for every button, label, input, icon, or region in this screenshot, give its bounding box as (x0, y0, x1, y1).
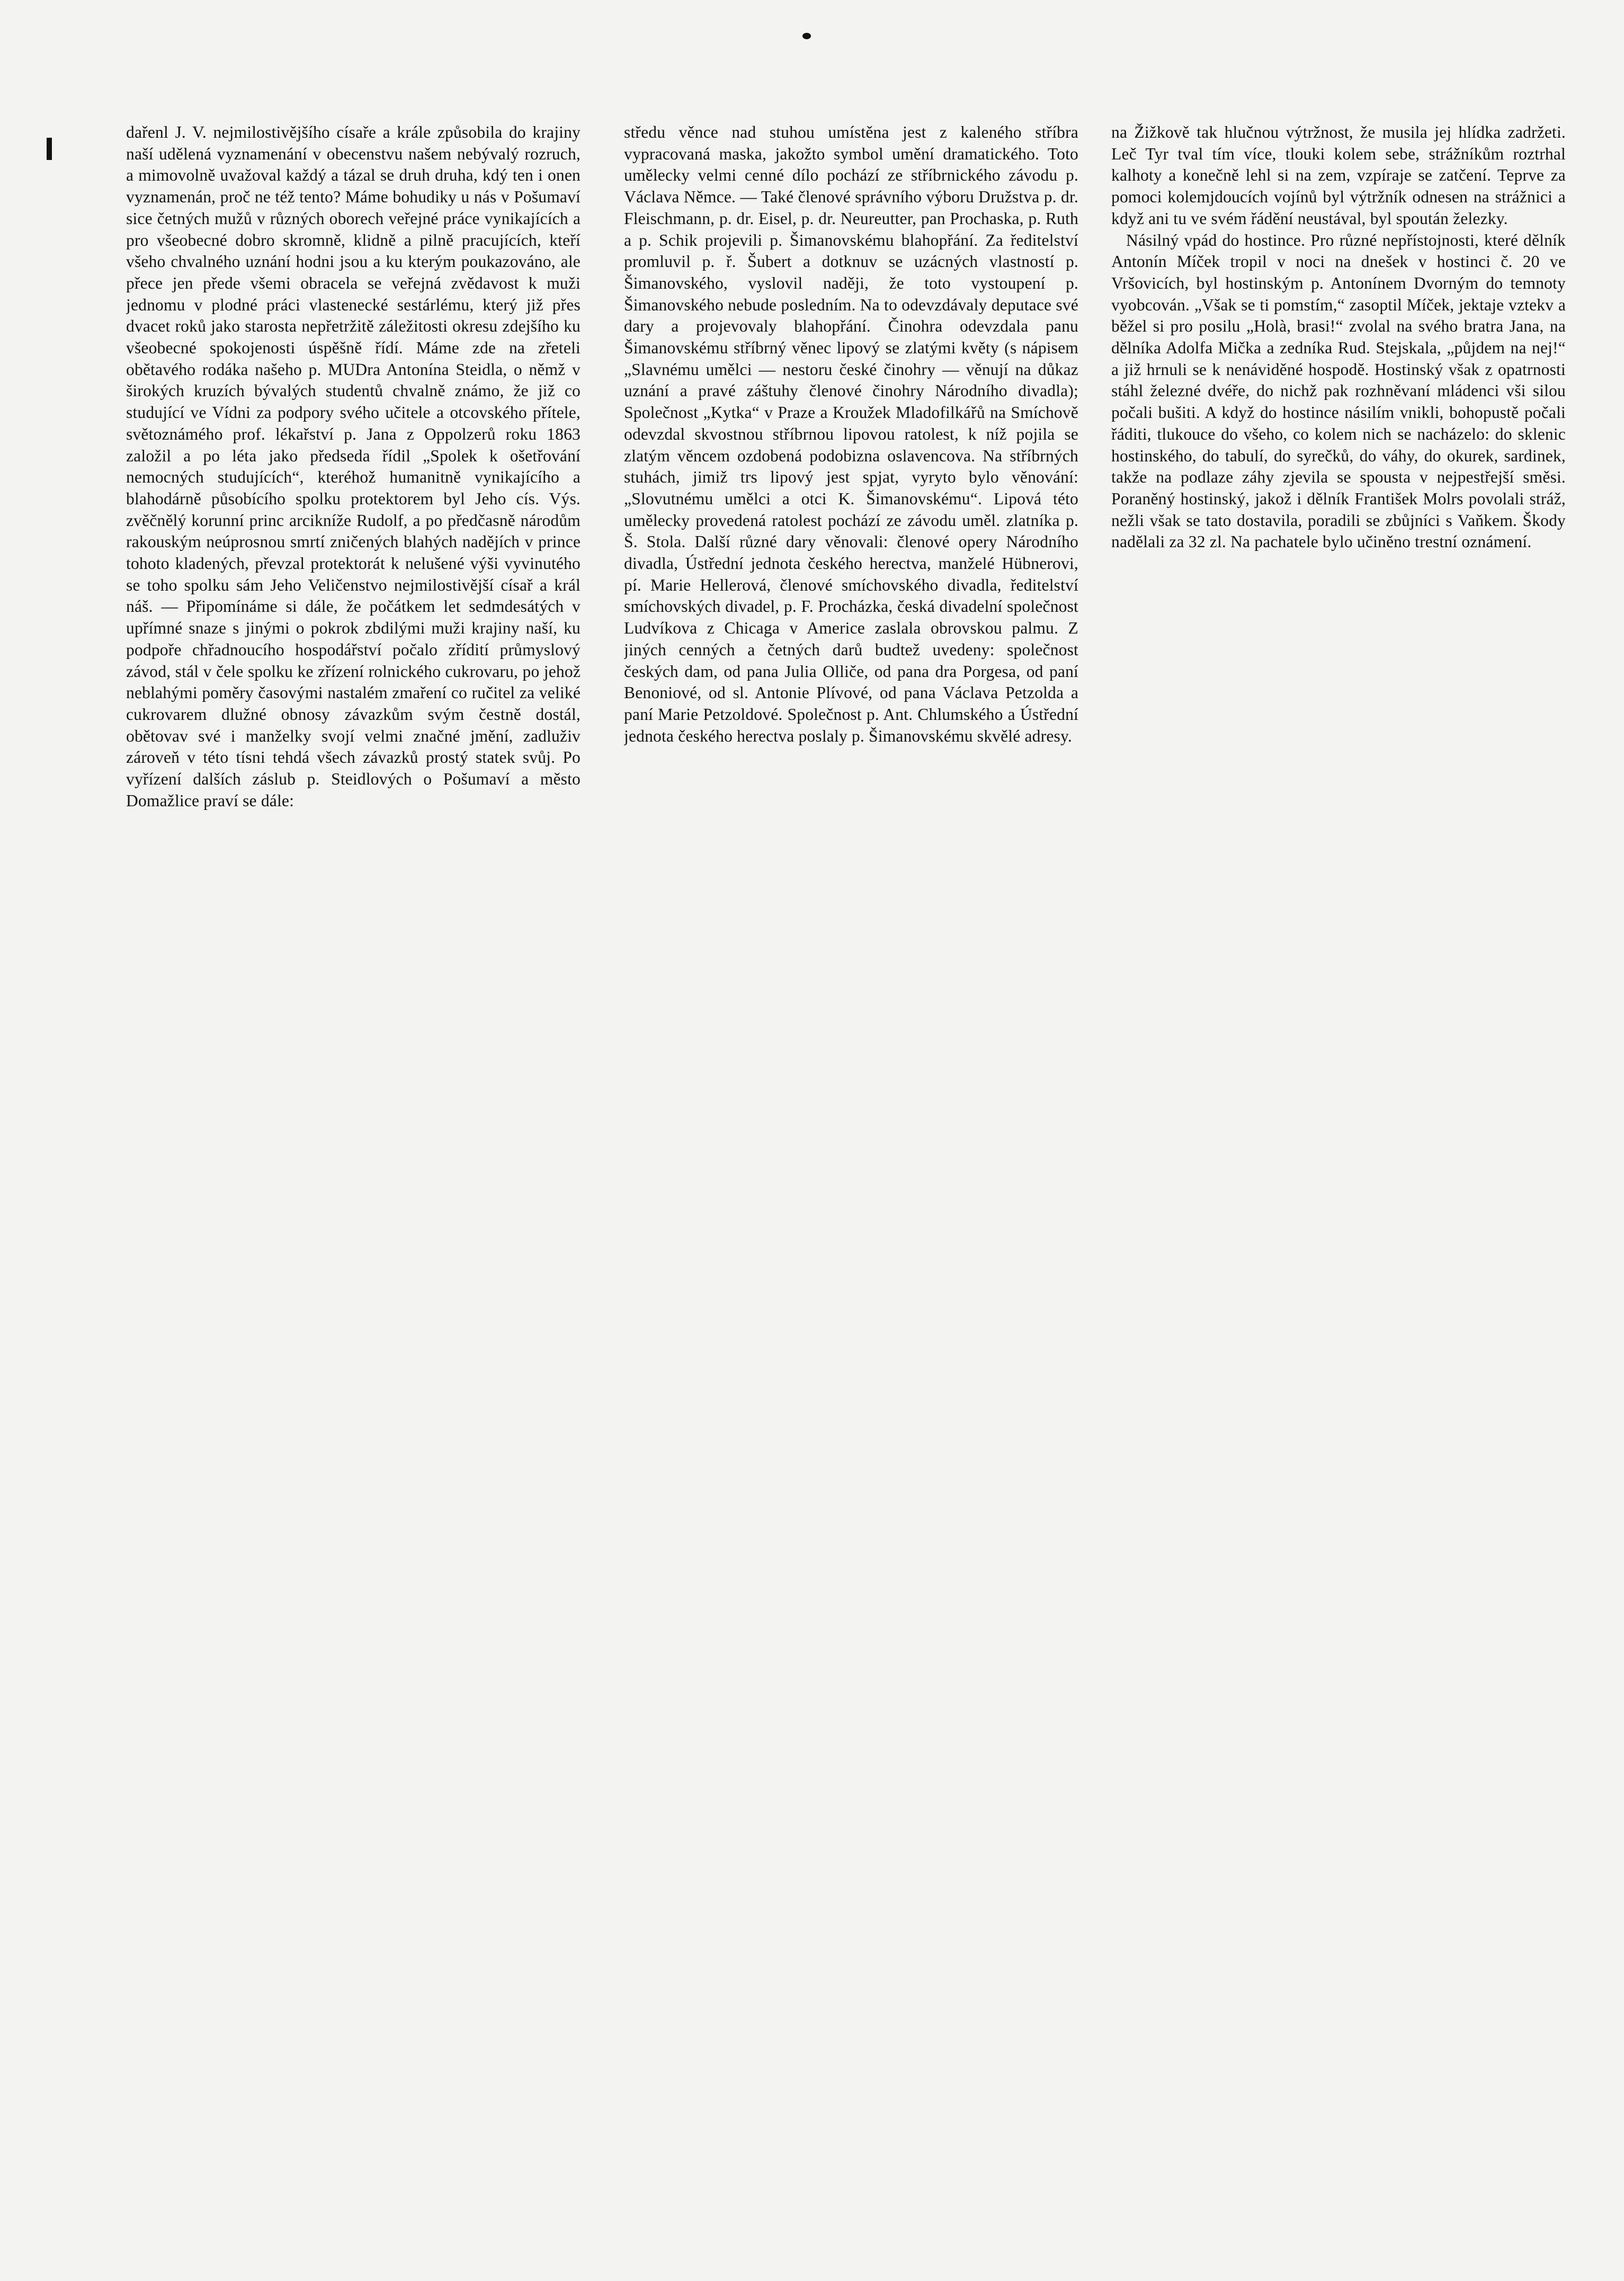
article-paragraph: středu věnce nad stuhou umístěna jest z kaleného stříbra vypracovaná maska, jakožto symbol umění dramatického. Toto umělecky velmi cenné dílo pochází ze stříbrnického závodu p. Václava Němce. — Také členové správního výboru Družstva p. dr. Fleischmann, p. dr. Eisel, p. dr. Neureutter, pan Prochaska, p. Ruth a p. Schik projevili p. Šimanovskému blahopřání. Za ředitelství promluvil p. ř. Šubert a dotknuv se uzácných vlastností p. Šimanovského, vyslovil naději, že toto vystoupení p. Šimanovského nebude posledním. Na to odevzdávaly deputace své dary a projevovaly blahopřání. Činohra odevzdala panu Šimanovskému stříbrný věnec lipový se zlatými květy (s nápisem „Slavnému umělci — nestoru české činohry — věnují na důkaz uznání a pravé záštuhy členové činohry Národního divadla); Společnost „Kytka“ v Praze a Kroužek Mladofilkářů na Smíchově odevzdal skvostnou stříbrnou lipovou ratolest, k níž pojila se zlatým věncem ozdobená podobizna oslavencova. Na stříbrných stuhách, jimiž trs lipový jest spjat, vyryto bylo věnování: „Slovutnému umělci a otci K. Šimanovskému“. Lipová této umělecky provedená ratolest pochází ze závodu uměl. zlatníka p. Š. Stola. Další různé dary věnovali: členové opery Národního divadla, Ústřední jednota českého herectva, manželé Hübnerovi, pí. Marie Hellerová, členové smíchovského divadla, ředitelství smíchovských divadel, p. F. Procházka, česká divadelní společnost Ludvíkova z Chicaga v Americe zaslala obrovskou palmu. Z jiných cenných a četných darů budtež uvedeny: společnost českých dam, od pana Julia Olliče, od pana dra Porgesa, od paní Benoniové, od sl. Antonie Plívové, od pana Václava Petzolda a paní Marie Petzoldové. Společnost p. Ant. Chlumského a Ústřední jednota českého herectva poslaly p. Šimanovskému skvělé adresy. (624, 123, 1078, 745)
article-paragraph: Násilný vpád do hostince. Pro různé nepřístojnosti, které dělník Antonín Míček tropil v noci na dnešek v hostinci č. 20 ve Vršovicích, byl hostinským p. Antonínem Dvorným do temnoty vyobcován. „Však se ti pomstím,“ zasoptil Míček, jektaje vztekv a běžel si pro posilu „Holà, brasi!“ zvolal na svého bratra Jana, na dělníka Adolfa Mička a zedníka Rud. Stejskala, „půjdem na nej!“ a již hrnuli se k nenáviděné hospodě. Hostinský však z opatrnosti stáhl železné dvéře, do nichž pak rozhněvaní mládenci vši silou počali bušiti. A když do hostince násilím vnikli, bohopustě počali řáditi, tlukouce do všeho, co kolem nich se nacházelo: do sklenic hostinského, do tabulí, do syrečků, do váhy, do okurek, sardinek, takže na podlaze záhy zjevila se spousta v nejpestřejší směsi. Poraněný hostinský, jakož i dělník František Molrs povolali stráž, nežli však se tato dostavila, poradili se zbůjníci s Vaňkem. Škody nadělali za 32 zl. Na pachatele bylo učiněno trestní oznámení. (1111, 230, 1566, 551)
text-column-middle (624, 122, 1078, 2238)
text-column-right (1111, 122, 1566, 2238)
margin-mark (47, 138, 52, 160)
print-dot-mark (802, 33, 811, 39)
text-column-left (126, 122, 581, 2238)
article-paragraph: na Žižkově tak hlučnou výtržnost, že musila jej hlídka zadržeti. Leč Tyr tval tím více, tlouki kolem sebe, strážníkům roztrhal kalhoty a konečně lehl si na zem, vzpíraje se zatčení. Teprve za pomoci kolemjdoucích vojínů byl výtržník odnesen na strážnici a když ani tu ve svém řádění neustával, byl spoután železky. (1111, 123, 1566, 228)
article-paragraph: dařenl J. V. nejmilostivějšího císaře a krále způsobila do krajiny naší udělená vyznamenání v obecenstvu našem nebývalý rozruch, a mimovolně uvažoval každý a tázal se druh druha, kdý ten i onen vyznamenán, proč ne též tento? Máme bohudiky u nás v Pošumaví sice četných mužů v různých oborech veřejné práce vynikajících a pro všeobecné dobro skromně, klidně a pilně pracujících, kteří všeho chvalného uznání hodni jsou a ku kterým poukazováno, ale přece jen přede všemi obracela se veřejná zvědavost k muži jednomu v plodné práci vlastenecké sestárlému, který již přes dvacet roků jako starosta nepřetržitě záležitosti okresu zdejšího ku všeobecné spokojenosti úspěšně řídí. Máme zde na zřeteli obětavého rodáka našeho p. MUDra Antonína Steidla, o němž v širokých kruzích bývalých studentů chvalně známo, že již co studující ve Vídni za podpory svého učitele a otcovského přítele, světoznámého prof. lékařství p. Jana z Oppolzerů roku 1863 založil a po léta jako předseda řídil „Spolek k ošetřování nemocných studujících“, kteréhož humanitně vynikajícího a blahodárně působícího spolku protektorem byl Jeho cís. Výs. zvěčnělý korunní princ arcikníže Rudolf, a po předčasně národům rakouským neúprosnou smrtí zničených blahých nadějích v prince tohoto kladených, převzal protektorát k nelušené výši vyvinutého se toho spolku sám Jeho Veličenstvo nejmilostivější císař a král náš. — Připomínáme si dále, že počátkem let sedmdesátých v upřímné snaze s jinými o pokrok zbdilými muži krajiny naší, ku podpoře chřadnoucího hospodářství počalo zřídití průmyslový závod, stál v čele spolku ke zřízení rolnického cukrovaru, po jehož neblahými poměry časovými nastalém zmaření co ručitel za veliké cukrovarem dlužné obnosy závazkům svým čestně dostál, obětovav své i manželky svojí velmi značné jmění, zadluživ zároveň v této tísni tehdá všech závazků prostý statek svůj. Po vyřízení dalších záslub p. Steidlových o Pošumaví a město Domažlice praví se dále: (126, 123, 581, 810)
